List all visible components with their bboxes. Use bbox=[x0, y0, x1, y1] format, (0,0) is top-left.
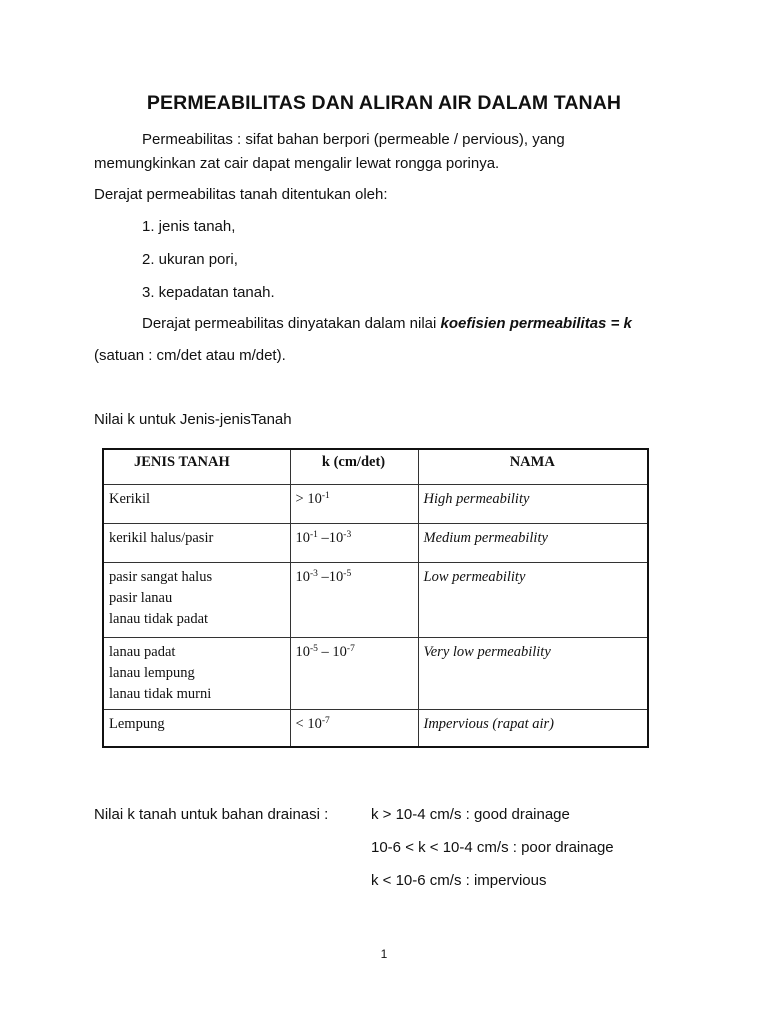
k-value-cell bbox=[290, 563, 418, 638]
k-value-cell bbox=[290, 638, 418, 710]
k-exponent: -5 bbox=[310, 644, 318, 654]
table-row bbox=[103, 638, 648, 710]
k-range-separator: –10 bbox=[317, 530, 344, 546]
soil-type: pasir lanau bbox=[109, 590, 173, 606]
k-exponent: -7 bbox=[321, 716, 330, 726]
table-row bbox=[103, 485, 648, 524]
paragraph-factors-intro: Derajat permeabilitas tanah ditentukan oleh: bbox=[94, 186, 388, 203]
soil-type: lanau lempung bbox=[109, 665, 195, 681]
coefficient-emphasis: koefisien permeabilitas = k bbox=[440, 315, 632, 332]
k-value-cell bbox=[290, 524, 418, 563]
column-header: JENIS TANAH bbox=[103, 449, 290, 485]
k-base: 10 bbox=[307, 716, 322, 732]
soil-type: lanau tidak padat bbox=[109, 611, 209, 627]
list-item: 1. jenis tanah, bbox=[142, 218, 236, 235]
soil-type: Lempung bbox=[109, 716, 165, 732]
drainage-criterion: k > 10-4 cm/s : good drainage bbox=[371, 806, 570, 823]
column-header: NAMA bbox=[418, 449, 648, 485]
k-base: 10 bbox=[295, 644, 310, 660]
k-exponent: -7 bbox=[346, 644, 355, 654]
k-exponent: -5 bbox=[343, 569, 352, 579]
paragraph-units: (satuan : cm/det atau m/det). bbox=[94, 347, 286, 364]
k-base: 10 bbox=[295, 530, 310, 546]
k-range-separator: – 10 bbox=[317, 644, 347, 660]
k-base: 10 bbox=[295, 569, 310, 585]
k-range-separator: –10 bbox=[317, 569, 344, 585]
k-base: 10 bbox=[307, 491, 322, 507]
k-exponent: -3 bbox=[310, 569, 318, 579]
column-header: k (cm/det) bbox=[290, 449, 418, 485]
permeability-name: Impervious (rapat air) bbox=[418, 710, 648, 748]
paragraph-definition-line2: memungkinkan zat cair dapat mengalir lewat rongga porinya. bbox=[94, 155, 500, 172]
k-value-cell bbox=[290, 710, 418, 748]
table-header-row bbox=[103, 449, 648, 485]
k-exponent: -1 bbox=[310, 530, 318, 540]
list-item: 3. kepadatan tanah. bbox=[142, 284, 275, 301]
soil-type-cell bbox=[103, 563, 290, 638]
soil-type-cell bbox=[103, 485, 290, 524]
table-row bbox=[103, 524, 648, 563]
paragraph-coefficient-text: Derajat permeabilitas dinyatakan dalam nilai bbox=[142, 315, 441, 332]
soil-type-cell bbox=[103, 524, 290, 563]
k-operator: < bbox=[295, 716, 308, 732]
paragraph-coefficient bbox=[142, 315, 632, 332]
table-row bbox=[103, 563, 648, 638]
table-row bbox=[103, 710, 648, 748]
k-value-cell bbox=[290, 485, 418, 524]
soil-type: Kerikil bbox=[109, 491, 151, 507]
paragraph-definition-line1: Permeabilitas : sifat bahan berpori (permeable / pervious), yang bbox=[142, 131, 565, 148]
table-caption: Nilai k untuk Jenis-jenisTanah bbox=[94, 411, 292, 428]
drainage-criterion: k < 10-6 cm/s : impervious bbox=[371, 872, 547, 889]
soil-type: lanau tidak murni bbox=[109, 686, 212, 702]
soil-type-cell bbox=[103, 638, 290, 710]
list-item: 2. ukuran pori, bbox=[142, 251, 238, 268]
permeability-name: High permeability bbox=[418, 485, 648, 524]
k-exponent: -3 bbox=[343, 530, 352, 540]
permeability-name: Medium permeability bbox=[418, 524, 648, 563]
soil-type-cell bbox=[103, 710, 290, 748]
drainage-label: Nilai k tanah untuk bahan drainasi : bbox=[94, 806, 329, 823]
soil-type: pasir sangat halus bbox=[109, 569, 213, 585]
page-title: PERMEABILITAS DAN ALIRAN AIR DALAM TANAH bbox=[146, 92, 622, 114]
soil-type: kerikil halus/pasir bbox=[109, 530, 214, 546]
page-number: 1 bbox=[380, 947, 388, 961]
soil-type: lanau padat bbox=[109, 644, 176, 660]
drainage-criterion: 10-6 < k < 10-4 cm/s : poor drainage bbox=[371, 839, 614, 856]
permeability-name: Low permeability bbox=[418, 563, 648, 638]
k-operator: > bbox=[295, 491, 308, 507]
permeability-name: Very low permeability bbox=[418, 638, 648, 710]
k-exponent: -1 bbox=[321, 491, 330, 501]
permeability-table bbox=[102, 448, 649, 748]
